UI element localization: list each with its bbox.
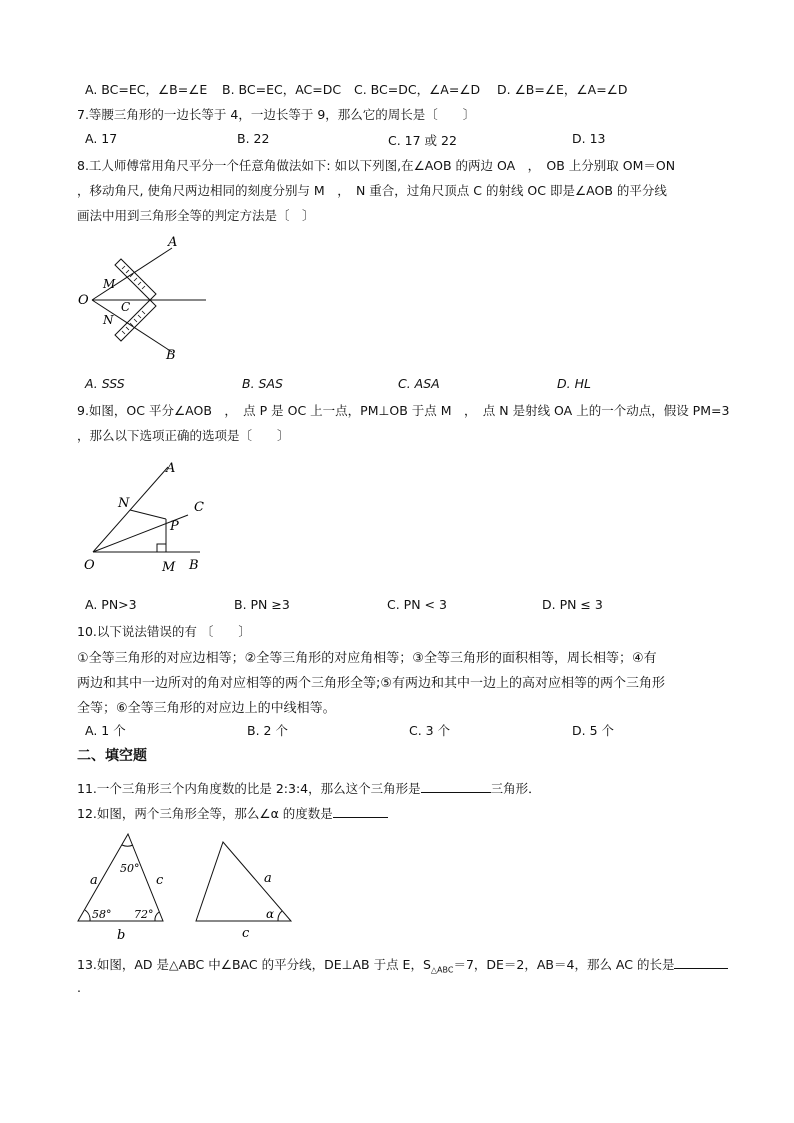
q8-option-d: D. HL — [557, 376, 591, 391]
q8-option-a: A. SSS — [85, 376, 125, 391]
q9-label-p: P — [170, 519, 179, 534]
q8-label-m: M — [103, 277, 116, 291]
q12-stem — [77, 804, 388, 822]
q9-label-o: O — [84, 558, 95, 573]
q13-area-subscript: △ABC — [430, 965, 454, 975]
q9-option-d: D. PN ≤ 3 — [542, 597, 603, 612]
q9-label-c: C — [194, 500, 204, 515]
q12-triangle-1 — [70, 826, 180, 946]
q12-fig2-side-a: a — [264, 871, 272, 886]
q7-option-d: D. 13 — [572, 131, 606, 146]
q12-fig2-side-c: c — [242, 926, 250, 941]
q11-text-before: 11.一个三角形三个内角度数的比是 2:3:4，那么这个三角形是 — [77, 781, 421, 796]
q12-fig1-side-c: c — [156, 873, 164, 888]
q11-text-after: 三角形． — [490, 781, 541, 796]
q9-label-n: N — [118, 496, 130, 511]
q6-option-a: A. BC=EC，∠B=∠E — [85, 82, 208, 97]
q13-stem-line2: . — [77, 980, 81, 995]
q13-stem-line1 — [77, 955, 728, 975]
q13-answer-blank[interactable] — [674, 956, 728, 969]
q10-option-c: C. 3 个 — [409, 723, 451, 738]
section-title-fill-in: 二、填空题 — [77, 748, 147, 764]
q7-option-b: B. 22 — [237, 131, 270, 146]
q11-stem — [77, 779, 541, 797]
q12-triangle-2 — [188, 836, 298, 941]
q9-label-m: M — [162, 560, 176, 575]
q8-label-n: N — [103, 313, 114, 327]
q12-fig1-top-angle: 50° — [120, 862, 140, 875]
q8-label-b: B — [166, 348, 176, 363]
q10-stem: 10.以下说法错误的有 〔 〕 — [77, 624, 251, 639]
q10-option-a: A. 1 个 — [85, 723, 126, 738]
q6-option-b: B. BC=EC，AC=DC — [222, 82, 342, 97]
q9-label-b: B — [189, 558, 199, 573]
q8-label-c: C — [121, 300, 131, 314]
q7-option-a: A. 17 — [85, 131, 118, 146]
q12-fig1-left-angle: 58° — [92, 908, 112, 921]
q9-option-b: B. PN ≥3 — [234, 597, 290, 612]
q12-fig1-side-b: b — [117, 928, 126, 943]
q12-fig2-alpha: α — [266, 907, 275, 921]
q7-stem: 7.等腰三角形的一边长等于 4，一边长等于 9，那么它的周长是〔 〕 — [77, 107, 476, 122]
q9-stem-line2: ，那么以下选项正确的选项是〔 〕 — [77, 428, 290, 443]
q9-angle-figure — [78, 455, 218, 575]
q9-stem-line1: 9.如图，OC 平分∠AOB ， 点 P 是 OC 上一点，PM⊥OB 于点 M ， 点 N 是射线 OA 上的一个动点，假设 PM=3 — [77, 403, 730, 418]
q12-fig1-right-angle: 72° — [134, 908, 154, 921]
q10-statements-line3: 全等；⑥全等三角形的对应边上的中线相等。 — [77, 701, 336, 716]
q8-option-c: C. ASA — [398, 376, 440, 391]
q8-angle-bisector-figure — [70, 228, 220, 363]
q9-option-a: A. PN>3 — [85, 597, 137, 612]
q6-option-d: D. ∠B=∠E，∠A=∠D — [497, 82, 628, 97]
q13-text-before: 13.如图，AD 是△ABC 中∠BAC 的平分线，DE⊥AB 于点 E，S — [77, 957, 431, 972]
q12-text: 12.如图，两个三角形全等，那么∠α 的度数是 — [77, 806, 333, 821]
q12-fig1-side-a: a — [90, 873, 98, 888]
q6-option-c: C. BC=DC，∠A=∠D — [354, 82, 481, 97]
q10-statements-line1: ①全等三角形的对应边相等；②全等三角形的对应角相等；③全等三角形的面积相等，周长相等；④有 — [77, 651, 657, 666]
q9-option-c: C. PN < 3 — [387, 597, 447, 612]
q8-label-o: O — [78, 293, 89, 308]
q11-answer-blank[interactable] — [421, 780, 491, 793]
q8-option-b: B. SAS — [242, 376, 283, 391]
q13-text-after: ＝7，DE＝2，AB＝4，那么 AC 的长是 — [453, 957, 675, 972]
q12-answer-blank[interactable] — [333, 805, 388, 818]
q8-stem-line1: 8.工人师傅常用角尺平分一个任意角做法如下: 如以下列图,在∠AOB 的两边 OA ， OB 上分别取 OM＝ON — [77, 158, 676, 173]
q9-label-a: A — [166, 461, 176, 476]
q7-option-c: C. 17 或 22 — [388, 133, 457, 148]
q10-statements-line2: 两边和其中一边所对的角对应相等的两个三角形全等;⑤有两边和其中一边上的高对应相等的两个三角形 — [77, 676, 666, 691]
q8-label-a: A — [168, 235, 178, 250]
q10-option-d: D. 5 个 — [572, 723, 614, 738]
q8-stem-line2: ，移动角尺, 使角尺两边相同的刻度分别与 M ， N 重合，过角尺顶点 C 的射线 OC 即是∠AOB 的平分线 — [77, 183, 667, 198]
q8-stem-line3: 画法中用到三角形全等的判定方法是〔 〕 — [77, 208, 315, 223]
q10-option-b: B. 2 个 — [247, 723, 288, 738]
